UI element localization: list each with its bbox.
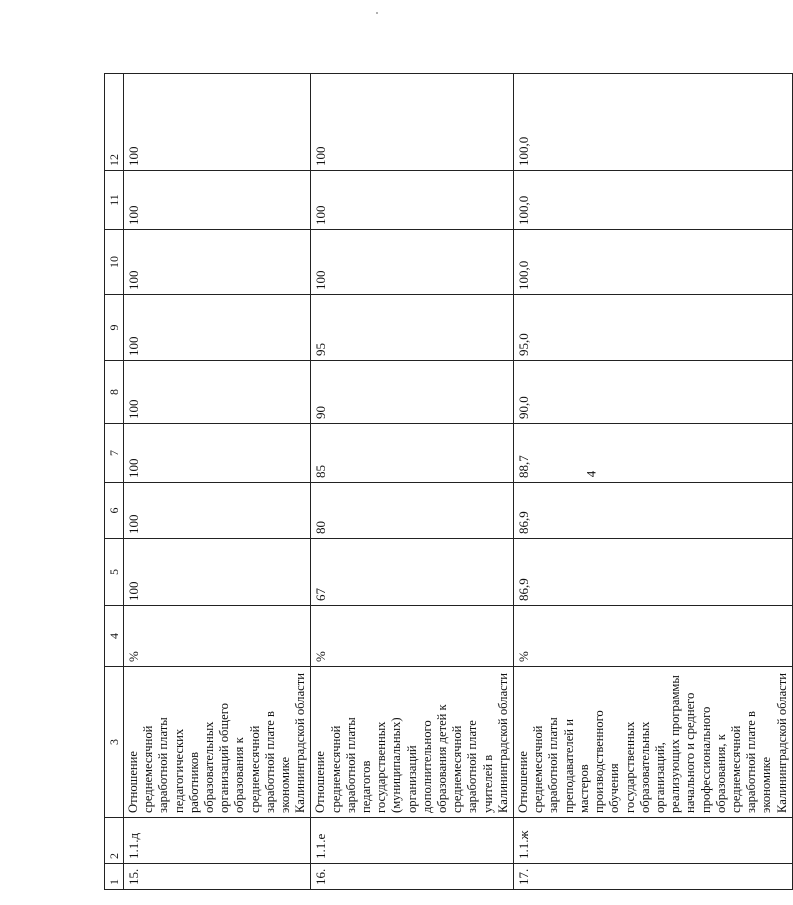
table-sheet	[104, 74, 789, 890]
col-header: 9	[105, 295, 124, 361]
value-cell: 90,0	[514, 361, 793, 424]
value-cell: 100	[311, 230, 514, 295]
col-header: 1	[105, 864, 124, 890]
value-cell: 100	[124, 424, 311, 483]
row-number: 16.	[311, 864, 514, 890]
value-cell: 100	[124, 539, 311, 606]
value-cell: 100,0	[514, 171, 793, 230]
indicators-table	[104, 73, 793, 890]
table-row	[514, 74, 793, 890]
value-cell: 86,9	[514, 483, 793, 539]
value-cell: 95	[311, 295, 514, 361]
col-header: 5	[105, 539, 124, 606]
value-cell: 100	[124, 74, 311, 171]
col-header: 3	[105, 667, 124, 818]
value-cell: 100	[311, 171, 514, 230]
indicator-description: Отношение среднемесячной заработной платы педагогов государственных (муниципальных) организаций дополнительного образования детей к среднемесячной заработной плате учителей в Калининградской области	[311, 667, 514, 818]
col-header: 7	[105, 424, 124, 483]
unit-cell: %	[311, 606, 514, 667]
scan-speck	[376, 12, 378, 14]
value-cell: 67	[311, 539, 514, 606]
value-cell: 100	[124, 171, 311, 230]
value-cell: 100	[124, 483, 311, 539]
value-cell: 100	[124, 361, 311, 424]
indicator-code: 1.1.ж	[514, 818, 793, 864]
value-cell: 88,7	[514, 424, 793, 483]
col-header: 6	[105, 483, 124, 539]
rotated-table-wrapper	[104, 74, 789, 890]
indicator-code: 1.1.е	[311, 818, 514, 864]
col-header: 8	[105, 361, 124, 424]
col-header: 2	[105, 818, 124, 864]
value-cell: 86,9	[514, 539, 793, 606]
table-header-row	[105, 74, 124, 890]
value-cell: 100	[124, 230, 311, 295]
value-cell: 80	[311, 483, 514, 539]
page-number: 4	[583, 470, 599, 478]
col-header: 11	[105, 171, 124, 230]
indicator-description: Отношение среднемесячной заработной платы преподавателей и мастеров производственного обучения государственных образовательных организаций, реализующих программы начального и среднего профессионального образования, к среднемесячной заработной плате в экономике Калининградской области	[514, 667, 793, 818]
col-header: 10	[105, 230, 124, 295]
col-header: 4	[105, 606, 124, 667]
value-cell: 85	[311, 424, 514, 483]
value-cell: 90	[311, 361, 514, 424]
unit-cell: %	[124, 606, 311, 667]
value-cell: 100,0	[514, 230, 793, 295]
value-cell: 100,0	[514, 74, 793, 171]
row-number: 15.	[124, 864, 311, 890]
table-row	[311, 74, 514, 890]
indicator-description: Отношение среднемесячной заработной платы педагогических работников образовательных организаций общего образования к среднемесячной заработной плате в экономике Калининградской области	[124, 667, 311, 818]
value-cell: 95,0	[514, 295, 793, 361]
unit-cell: %	[514, 606, 793, 667]
indicator-code: 1.1.д	[124, 818, 311, 864]
value-cell: 100	[124, 295, 311, 361]
row-number: 17.	[514, 864, 793, 890]
value-cell: 100	[311, 74, 514, 171]
col-header: 12	[105, 74, 124, 171]
table-row	[124, 74, 311, 890]
